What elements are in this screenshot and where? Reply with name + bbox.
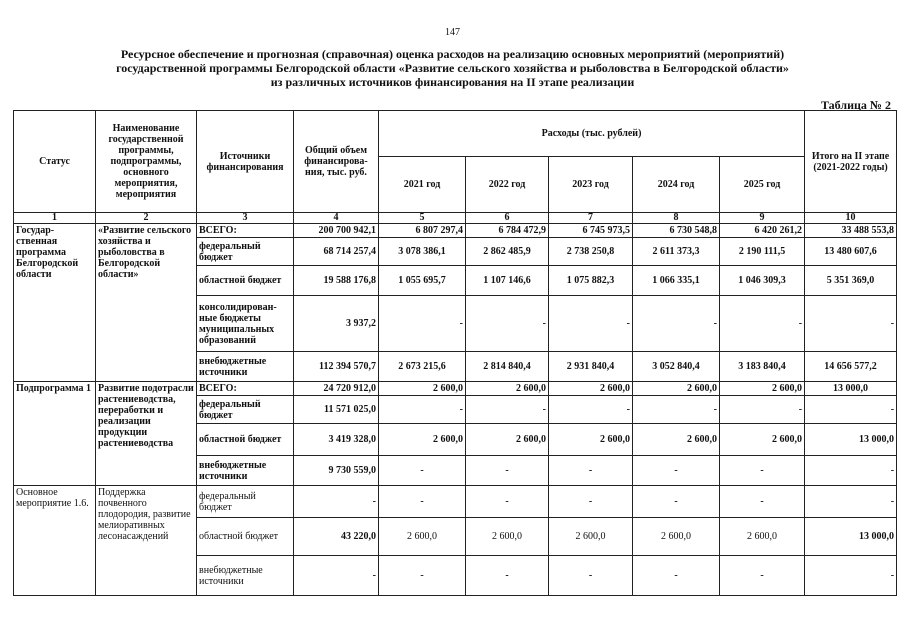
value-cell: - [379,456,466,486]
value-cell: - [720,456,805,486]
status-cell: Основное мероприятие 1.6. [14,486,96,596]
value-cell: 2 600,0 [379,424,466,456]
source-cell: областной бюджет [197,518,294,556]
value-cell: 2 931 840,4 [549,352,633,382]
value-cell: 6 784 472,9 [466,224,549,238]
header-total: Общий объем финансирова-ния, тыс. руб. [294,111,379,213]
value-cell: 2 600,0 [720,424,805,456]
value-cell: 2 600,0 [633,382,720,396]
table-row [14,224,897,238]
table-row [14,486,897,518]
source-cell: внебюджетные источники [197,556,294,596]
value-cell: 2 600,0 [720,382,805,396]
value-cell: - [379,396,466,424]
value-cell: 2 862 485,9 [466,238,549,266]
source-cell: федеральный бюджет [197,238,294,266]
value-cell: 14 656 577,2 [805,352,897,382]
value-cell: 2 814 840,4 [466,352,549,382]
value-cell: 200 700 942,1 [294,224,379,238]
value-cell: 112 394 570,7 [294,352,379,382]
value-cell: - [549,486,633,518]
status-cell: Подпрограмма 1 [14,382,96,486]
header-year: 2023 год [549,157,633,213]
value-cell: 43 220,0 [294,518,379,556]
source-cell: внебюджетные источники [197,352,294,382]
status-cell: Государ-ственная программа Белгородской области [14,224,96,382]
value-cell: 6 807 297,4 [379,224,466,238]
value-cell: 2 600,0 [720,518,805,556]
value-cell: 2 738 250,8 [549,238,633,266]
value-cell: - [466,456,549,486]
value-cell: - [633,556,720,596]
value-cell: - [379,296,466,352]
value-cell: 9 730 559,0 [294,456,379,486]
value-cell: - [805,396,897,424]
value-cell: 11 571 025,0 [294,396,379,424]
value-cell: - [466,396,549,424]
value-cell: 33 488 553,8 [805,224,897,238]
value-cell: 2 611 373,3 [633,238,720,266]
value-cell: - [549,456,633,486]
value-cell: - [805,456,897,486]
value-cell: - [720,396,805,424]
value-cell: 2 600,0 [466,424,549,456]
value-cell: 3 052 840,4 [633,352,720,382]
value-cell: - [633,456,720,486]
title-line-2: государственной программы Белгородской области «Развитие сельского хозяйства и рыболовства в Белгородской области» [116,61,789,75]
value-cell: 1 075 882,3 [549,266,633,296]
value-cell: 2 600,0 [549,424,633,456]
col-number: 10 [805,213,897,224]
document-title [20,47,885,89]
header-sources: Источники финансирования [197,111,294,213]
table-row [14,382,897,396]
value-cell: 24 720 912,0 [294,382,379,396]
value-cell: 2 600,0 [379,518,466,556]
value-cell: 3 078 386,1 [379,238,466,266]
value-cell: - [633,486,720,518]
table-label: Таблица № 2 [820,98,891,112]
value-cell: 2 600,0 [466,518,549,556]
source-cell: ВСЕГО: [197,224,294,238]
value-cell: 2 600,0 [379,382,466,396]
value-cell: 3 183 840,4 [720,352,805,382]
col-number: 3 [197,213,294,224]
value-cell: 5 351 369,0 [805,266,897,296]
header-year: 2022 год [466,157,549,213]
header-year: 2024 год [633,157,720,213]
col-number: 7 [549,213,633,224]
header-expenses: Расходы (тыс. рублей) [379,111,805,157]
page-number: 147 [445,27,460,38]
value-cell: 1 046 309,3 [720,266,805,296]
value-cell: - [633,296,720,352]
value-cell: 13 000,0 [805,382,897,396]
value-cell: 2 600,0 [549,518,633,556]
source-cell: федеральный бюджет [197,396,294,424]
value-cell: 6 730 548,8 [633,224,720,238]
source-cell: областной бюджет [197,424,294,456]
source-cell: внебюджетные источники [197,456,294,486]
value-cell: - [720,556,805,596]
source-cell: консолидирован-ные бюджеты муниципальных образований [197,296,294,352]
value-cell: 3 937,2 [294,296,379,352]
title-line-1: Ресурсное обеспечение и прогнозная (справочная) оценка расходов на реализацию основных мероприятий (мероприятий) [120,47,785,61]
value-cell: - [805,556,897,596]
name-cell: Развитие подотрасли растениеводства, переработки и реализации продукции растениеводства [96,382,197,486]
value-cell: - [805,486,897,518]
source-cell: ВСЕГО: [197,382,294,396]
value-cell: 2 600,0 [633,518,720,556]
value-cell: 13 000,0 [805,518,897,556]
value-cell: - [720,486,805,518]
name-cell: «Развитие сельского хозяйства и рыболовства в Белгородской области» [96,224,197,382]
col-number: 6 [466,213,549,224]
value-cell: - [294,556,379,596]
value-cell: 3 419 328,0 [294,424,379,456]
value-cell: 19 588 176,8 [294,266,379,296]
value-cell: 1 055 695,7 [379,266,466,296]
value-cell: - [466,296,549,352]
header-name: Наименование государственной программы, подпрограммы, основного мероприятия, мероприятия [96,111,197,213]
value-cell: - [549,396,633,424]
value-cell: - [720,296,805,352]
value-cell: 2 600,0 [466,382,549,396]
value-cell: - [379,556,466,596]
value-cell: - [549,296,633,352]
value-cell: 13 480 607,6 [805,238,897,266]
col-number: 1 [14,213,96,224]
header-status: Статус [14,111,96,213]
value-cell: 2 600,0 [633,424,720,456]
col-number: 8 [633,213,720,224]
column-number-row [14,213,897,224]
header-year: 2025 год [720,157,805,213]
col-number: 9 [720,213,805,224]
source-cell: областной бюджет [197,266,294,296]
col-number: 4 [294,213,379,224]
value-cell: 1 107 146,6 [466,266,549,296]
name-cell: Поддержка почвенного плодородия, развитие мелиоративных лесонасаждений [96,486,197,596]
value-cell: 6 745 973,5 [549,224,633,238]
value-cell: - [805,296,897,352]
value-cell: 68 714 257,4 [294,238,379,266]
col-number: 2 [96,213,197,224]
value-cell: 6 420 261,2 [720,224,805,238]
value-cell: 2 673 215,6 [379,352,466,382]
value-cell: 2 190 111,5 [720,238,805,266]
value-cell: - [379,486,466,518]
value-cell: - [294,486,379,518]
value-cell: - [633,396,720,424]
resource-table [13,110,897,596]
title-line-3: из различных источников финансирования на II этапе реализации [270,75,635,89]
col-number: 5 [379,213,466,224]
value-cell: 2 600,0 [549,382,633,396]
header-result: Итого на II этапе (2021-2022 годы) [805,111,897,213]
value-cell: 1 066 335,1 [633,266,720,296]
value-cell: - [466,486,549,518]
header-year: 2021 год [379,157,466,213]
source-cell: федеральный бюджет [197,486,294,518]
value-cell: - [549,556,633,596]
value-cell: - [466,556,549,596]
value-cell: 13 000,0 [805,424,897,456]
